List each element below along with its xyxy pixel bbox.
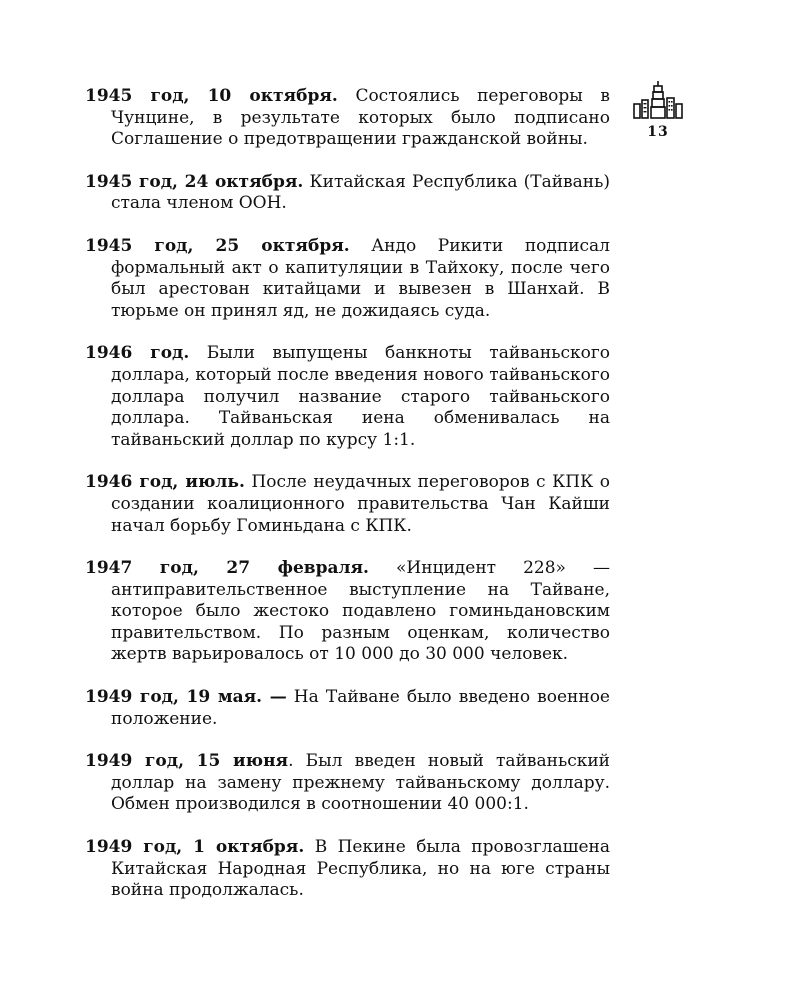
entry-text: Состоялись переговоры в Чунцине, в результате которых было подписано Соглашение о предотвращении гражданской войны. [111, 86, 610, 150]
chronology-entry [85, 343, 610, 451]
entry-text: После неудачных переговоров с КПК о создании коалиционного правительства Чан Кайши начал борьбу Гоминьдана с КПК. [111, 472, 610, 536]
chronology-entry [85, 236, 610, 322]
entry-date: 1945 год, 24 октября. [85, 171, 304, 192]
chronology-entry [85, 472, 610, 537]
entry-date: 1945 год, 25 октября. [85, 235, 350, 256]
chronology-entry [85, 172, 610, 215]
entry-date: 1946 год, июль. [85, 472, 245, 493]
entry-date: 1946 год. [85, 343, 190, 364]
chronology-entry [85, 558, 610, 666]
entry-text: На Тайване было введено военное положение. [111, 687, 610, 729]
chronology-entry [85, 86, 610, 151]
entry-text: Были выпущены банкноты тайваньского доллара, который после введения нового тайваньского доллара получил название старого тайваньского доллара. Тайваньская иена обменивалась на тайваньский доллар по курсу 1:1. [111, 343, 610, 450]
entry-date: 1949 год, 19 мая. — [85, 687, 287, 708]
chronology-entry [85, 687, 610, 730]
entry-text: Китайская Республика (Тайвань) стала членом ООН. [111, 171, 610, 214]
chronology-entry [85, 751, 610, 816]
entry-text: В Пекине была провозглашена Китайская Народная Республика, но на юге страны война продолжалась. [111, 837, 610, 901]
chronology-entry [85, 837, 610, 902]
entry-date: 1947 год, 27 февраля. [85, 558, 369, 579]
entry-text: «Инцидент 228» — антиправительственное выступление на Тайване, которое было жестоко подавлено гоминьдановским правительством. По разным оценкам, количество жертв варьировалось от 10 000 до 30 000 человек. [111, 558, 610, 665]
page-number: 13 [647, 124, 669, 140]
chronology-list [85, 86, 610, 923]
taipei-skyline-icon [632, 80, 684, 120]
entry-date: 1945 год, 10 октября. [85, 86, 338, 106]
entry-date: 1949 год, 15 июня [85, 751, 289, 772]
entry-text: Андо Рикити подписал формальный акт о капитуляции в Тайхоку, после чего был арестован китайцами и вывезен в Шанхай. В тюрьме он принял яд, не дожидаясь суда. [111, 235, 610, 321]
entry-date: 1949 год, 1 октября. [85, 837, 305, 858]
page-header-mark [628, 80, 688, 140]
entry-text: . Был введен новый тайваньский доллар на замену прежнему тайваньскому доллару. Обмен производился в соотношении 40 000:1. [111, 751, 611, 815]
